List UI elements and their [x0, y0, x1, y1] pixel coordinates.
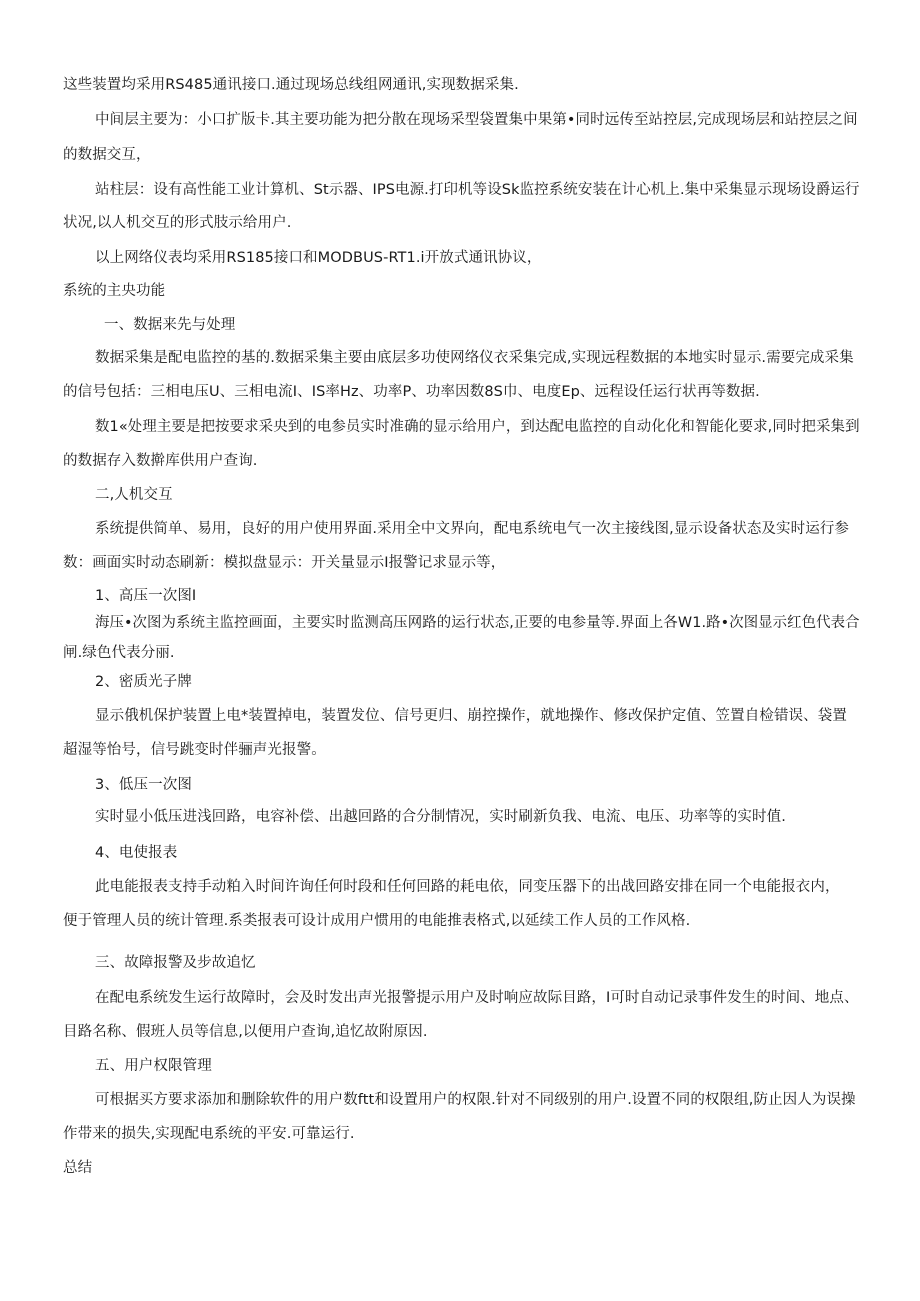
paragraph-line: 便于管理人员的统计管理.系类报表可设计成用户惯用的电能推表格式,以延续工作人员的工作风格.: [63, 913, 691, 929]
paragraph-line: 超湿等怡号，信号跳变时伴骊声光报警。: [63, 742, 326, 758]
paragraph-line: 显示俄机保护装置上电*装置掉电，装置发位、信号更归、崩控操作，就地操作、修改保护定值、笠置自检错误、袋置: [95, 708, 847, 724]
subsection-heading: 1、高压一次图I: [95, 588, 197, 604]
paragraph-line: 这些装置均采用RS485通讯接口.通过现场总线组网通讯,实现数据采集.: [63, 77, 519, 93]
paragraph-line: 数据采集是配电监控的基的.数据采集主要由底层多功使网络仪衣采集完成,实现远程数据的本地实时显示.需要完成采集: [95, 350, 854, 366]
section-heading: 五、用户权限管理: [95, 1058, 212, 1074]
paragraph-line: 以上网络仪表均采用RS185接口和MODBUS-RT1.i开放式通讯协议，: [95, 250, 542, 266]
paragraph-line: 海压•次图为系统主监控画面，主要实时监测高压网路的运行状态,正要的电参量等.界面上各W1.路•次图显示红色代表合: [95, 615, 860, 631]
paragraph-line: 的数据交互，: [63, 147, 151, 163]
section-heading: 一、数据来先与处理: [104, 317, 236, 333]
paragraph-line: 状况,以人机交互的形式肢示给用户.: [63, 215, 292, 231]
section-heading: 总结: [63, 1160, 93, 1176]
paragraph-line: 数：画面实时动态刷新：模拟盘显示：开关量显示I报警记求显示等，: [63, 555, 506, 571]
subsection-heading: 2、密质光子牌: [95, 674, 192, 690]
paragraph-line: 作带来的损失,实现配电系统的平安.可靠运行.: [63, 1126, 355, 1142]
paragraph-line: 在配电系统发生运行故障时，会及时发出声光报警提示用户及时响应故际目路，I可时自动记录事件发生的时间、地点、: [95, 990, 859, 1006]
section-heading: 系统的主央功能: [63, 283, 166, 299]
subsection-heading: 4、电使报表: [95, 845, 178, 861]
paragraph-line: 实时显小低压进浅回路，电容补偿、出越回路的合分制情况，实时刷新负我、电流、电压、功率等的实时值.: [95, 809, 786, 825]
section-heading: 三、故障报警及步故追忆: [95, 955, 256, 971]
paragraph-line: 可根据买方要求添加和删除软件的用户数ftt和设置用户的权限.针对不同级别的用户.设置不同的权限组,防止因人为误操: [95, 1092, 856, 1108]
paragraph-line: 此电能报表支持手动粕入时间许询任何时段和任何回路的耗电依，同变压器下的出战回路安排在同一个电能报衣内，: [95, 879, 840, 895]
paragraph-line: 站柱层：设有高性能工业计算机、St示器、IPS电源.打印机等设Sk监控系统安装在计心机上.集中采集显示现场设爵运行: [95, 182, 860, 198]
section-heading: 二,人机交互: [95, 487, 173, 503]
paragraph-line: 系统提供简单、易用，良好的用户使用界面.采用全中文界向，配电系统电气一次主接线图,显示设备状态及实时运行参: [95, 521, 850, 537]
subsection-heading: 3、低压一次图: [95, 777, 192, 793]
paragraph-line: 闸.绿色代表分丽.: [63, 645, 175, 661]
paragraph-line: 数1«处理主要是把按要求采央到的电参员实时准确的显示给用户，到达配电监控的自动化化和智能化要求,同时把采集到: [95, 419, 860, 435]
paragraph-line: 的数据存入数擀库供用户查询.: [63, 453, 258, 469]
paragraph-line: 中间层主要为：小口扩版卡.其主要功能为把分散在现场采型袋置集中果第•同时远传至站控层,完成现场层和站控层之间: [95, 112, 858, 128]
paragraph-line: 目路名称、假班人员等信息,以便用户查询,追忆故附原因.: [63, 1024, 428, 1040]
paragraph-line: 的信号包括：三相电压U、三相电流I、IS率Hz、功率P、功率因数8S巾、电度Ep、远程设任运行状再等数据.: [63, 384, 760, 400]
